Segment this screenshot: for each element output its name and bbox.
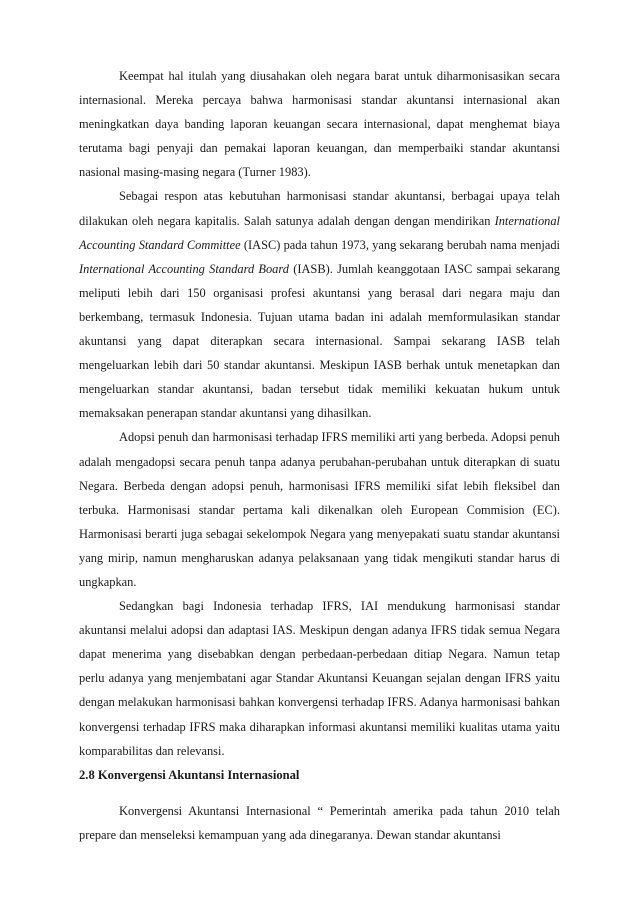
paragraph-1: Keempat hal itulah yang diusahakan oleh negara barat untuk diharmonisasikan secara internasional. Mereka percaya bahwa harmonisasi standar akuntansi internasional akan meningkatkan daya banding laporan keuangan secara internasional, dapat menghemat biaya terutama bagi penyaji dan pemakai laporan keuangan, dan memperbaiki standar akuntansi nasional masing-masing negara (Turner 1983).: [79, 69, 560, 180]
paragraph-2-italic-iasb: International Accounting Standard Board: [79, 261, 289, 276]
document-body: [79, 64, 560, 847]
paragraph-2-text-c: (IASB). Jumlah keanggotaan IASC sampai sekarang meliputi lebih dari 150 organisasi profesi akuntansi yang berasal dari negara maju dan berkembang, termasuk Indonesia. Tujuan utama badan ini adalah memformulasikan standar akuntansi yang dapat diterapkan secara internasional. Sampai sekarang IASB telah mengeluarkan lebih dari 50 standar akuntansi. Meskipun IASB berhak untuk menetapkan dan mengeluarkan standar akuntansi, badan tersebut tidak memiliki kekuatan hukum untuk memaksakan penerapan standar akuntansi yang dihasilkan.: [79, 261, 560, 421]
paragraph-2-text-b: (IASC) pada tahun 1973, yang sekarang berubah nama menjadi: [240, 237, 560, 252]
section-heading: 2.8 Konvergensi Akuntansi Internasional: [79, 767, 300, 782]
paragraph-2: [79, 184, 560, 425]
paragraph-4: Sedangkan bagi Indonesia terhadap IFRS, IAI mendukung harmonisasi standar akuntansi melalui adopsi dan adaptasi IAS. Meskipun dengan adanya IFRS tidak semua Negara dapat menerima yang disebabkan dengan perbedaan-perbedaan ditiap Negara. Namun tetap perlu adanya yang menjembatani agar Standar Akuntansi Keuangan sejalan dengan IFRS yaitu dengan melakukan harmonisasi bahkan konvergensi terhadap IFRS. Adanya harmonisasi bahkan konvergensi terhadap IFRS maka diharapkan informasi akuntansi memiliki kualitas utama yaitu komparabilitas dan relevansi.: [79, 599, 560, 758]
paragraph-2-text-a: Sebagai respon atas kebutuhan harmonisasi standar akuntansi, berbagai upaya telah dilakukan oleh negara kapitalis. Salah satunya adalah dengan dengan mendirikan: [79, 189, 560, 228]
paragraph-2-italic-iasc: International Accounting Standard Committee: [79, 213, 560, 252]
paragraph-3: Adopsi penuh dan harmonisasi terhadap IFRS memiliki arti yang berbeda. Adopsi penuh adalah mengadopsi secara penuh tanpa adanya perubahan-perubahan untuk diterapkan di suatu Negara. Berbeda dengan adopsi penuh, harmonisasi IFRS memiliki sifat lebih fleksibel dan terbuka. Harmonisasi standar pertama kali dikenalkan oleh European Commision (EC). Harmonisasi berarti juga sebagai sekelompok Negara yang menyepakati suatu standar akuntansi yang mirip, namun mengharuskan adanya pelaksanaan yang tidak mengikuti standar harus di ungkapkan.: [79, 430, 560, 589]
paragraph-5: Konvergensi Akuntansi Internasional “ Pemerintah amerika pada tahun 2010 telah prepare dan menseleksi kemampuan yang ada dinegaranya. Dewan standar akuntansi: [79, 803, 560, 842]
